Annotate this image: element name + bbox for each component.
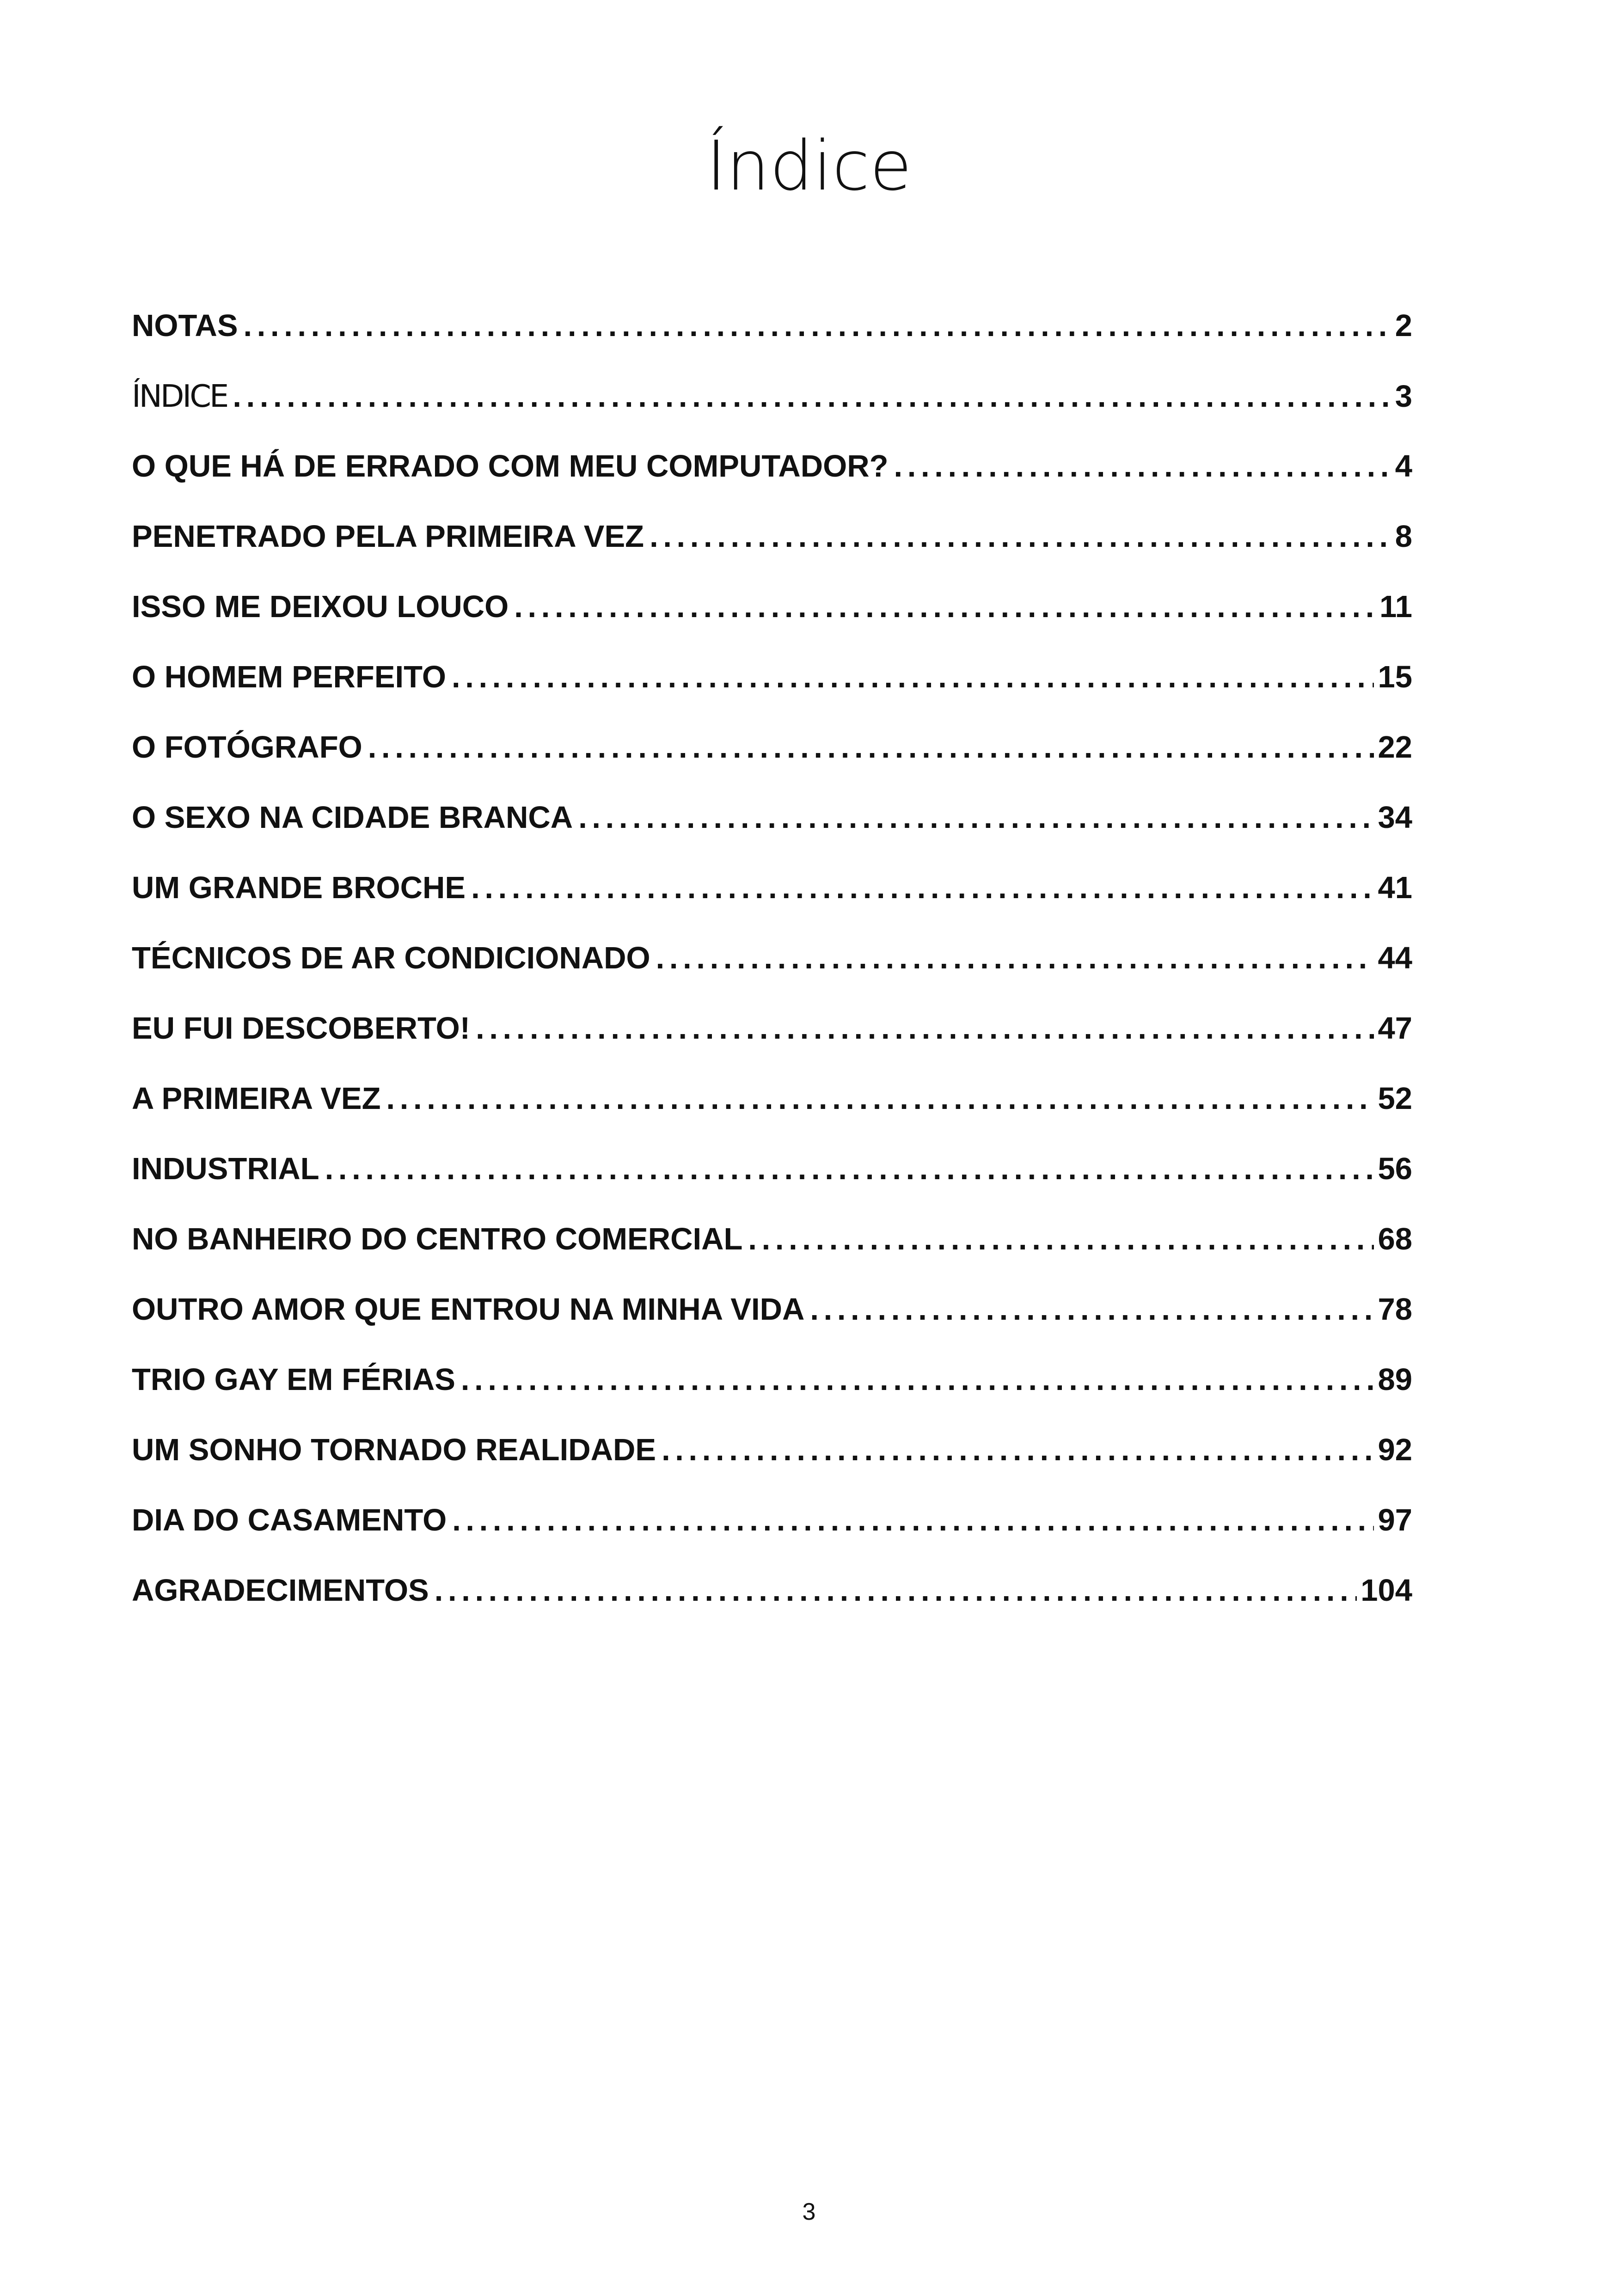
toc-entry[interactable] [132,654,1412,724]
toc-entry-page: 78 [1378,1292,1412,1327]
toc-entry[interactable] [132,584,1412,654]
toc-entry-page: 15 [1378,660,1412,694]
toc-entry-leader [662,1427,1374,1473]
toc-entry[interactable] [132,373,1412,443]
toc-entry-page: 34 [1378,800,1412,835]
toc-entry-label: O HOMEM PERFEITO [132,660,446,694]
toc-entry-leader [233,373,1391,420]
toc-entry-page: 4 [1395,449,1412,484]
toc-entry-label: EU FUI DESCOBERTO! [132,1011,471,1046]
page-number: 3 [802,2198,816,2225]
toc-entry-leader [650,514,1391,560]
toc-entry-leader [244,303,1391,349]
toc-entry-leader [578,795,1374,841]
toc-entry[interactable] [132,1146,1412,1216]
toc-entry-leader [894,443,1391,490]
toc-entry-page: 2 [1395,308,1412,343]
toc-entry-page: 47 [1378,1011,1412,1046]
toc-entry-leader [476,1005,1374,1052]
toc-entry[interactable] [132,303,1412,373]
toc-entry-leader [325,1146,1374,1192]
toc-entry-leader [810,1286,1374,1333]
toc-entry-label: PENETRADO PELA PRIMEIRA VEZ [132,519,644,554]
page-title: Índice [706,126,912,206]
toc-entry[interactable] [132,443,1412,514]
toc-entry-label: ISSO ME DEIXOU LOUCO [132,589,509,624]
toc-entry-label: OUTRO AMOR QUE ENTROU NA MINHA VIDA [132,1292,805,1327]
toc-entry-leader [471,865,1374,911]
toc-entry-page: 104 [1361,1573,1412,1608]
toc-entry[interactable] [132,724,1412,795]
toc-entry-label: DIA DO CASAMENTO [132,1503,447,1537]
toc-entry-page: 41 [1378,870,1412,905]
toc-entry-label: O QUE HÁ DE ERRADO COM MEU COMPUTADOR? [132,449,889,484]
toc-entry-label: UM GRANDE BROCHE [132,870,466,905]
toc-entry-label: INDUSTRIAL [132,1151,319,1186]
toc-entry-leader [514,584,1376,630]
toc-entry-page: 92 [1378,1433,1412,1467]
toc-entry-page: 11 [1379,589,1412,624]
toc-entry-page: 3 [1395,379,1412,414]
toc-entry[interactable] [132,1357,1412,1427]
toc-entry-page: 22 [1378,730,1412,765]
toc-entry-page: 56 [1378,1151,1412,1186]
toc-entry-label: NO BANHEIRO DO CENTRO COMERCIAL [132,1222,743,1256]
toc-entry-label: AGRADECIMENTOS [132,1573,429,1608]
toc-entry[interactable] [132,1216,1412,1286]
toc-entry-leader [656,935,1374,981]
toc-entry[interactable] [132,1076,1412,1146]
toc-entry-label: O FOTÓGRAFO [132,730,362,765]
toc-entry-page: 89 [1378,1362,1412,1397]
toc-entry-leader [452,1497,1374,1543]
toc-entry-label: ÍNDICE [132,378,227,414]
toc-entry-page: 44 [1378,941,1412,975]
toc-entry[interactable] [132,1497,1412,1567]
toc-entry-label: TÉCNICOS DE AR CONDICIONADO [132,941,650,975]
toc-entry-label: NOTAS [132,308,238,343]
toc-entry[interactable] [132,1005,1412,1076]
toc-entry-leader [386,1076,1374,1122]
toc-entry[interactable] [132,795,1412,865]
toc-entry-page: 97 [1378,1503,1412,1537]
toc-entry[interactable] [132,865,1412,935]
toc-entry[interactable] [132,1286,1412,1357]
toc-entry-page: 8 [1395,519,1412,554]
toc-entry-leader [452,654,1374,700]
toc-entry-page: 52 [1378,1081,1412,1116]
toc-entry[interactable] [132,514,1412,584]
toc-entry-label: O SEXO NA CIDADE BRANCA [132,800,573,835]
toc-entry-leader [435,1567,1357,1614]
toc-entry[interactable] [132,935,1412,1005]
toc-entry-leader [748,1216,1374,1262]
toc-entry[interactable] [132,1567,1412,1638]
toc-entry-label: UM SONHO TORNADO REALIDADE [132,1433,656,1467]
toc-entry-leader [461,1357,1374,1403]
toc-entry-leader [368,724,1374,771]
toc-entry-label: A PRIMEIRA VEZ [132,1081,381,1116]
table-of-contents [132,303,1412,1638]
toc-entry-page: 68 [1378,1222,1412,1256]
toc-entry[interactable] [132,1427,1412,1497]
toc-entry-label: TRIO GAY EM FÉRIAS [132,1362,455,1397]
